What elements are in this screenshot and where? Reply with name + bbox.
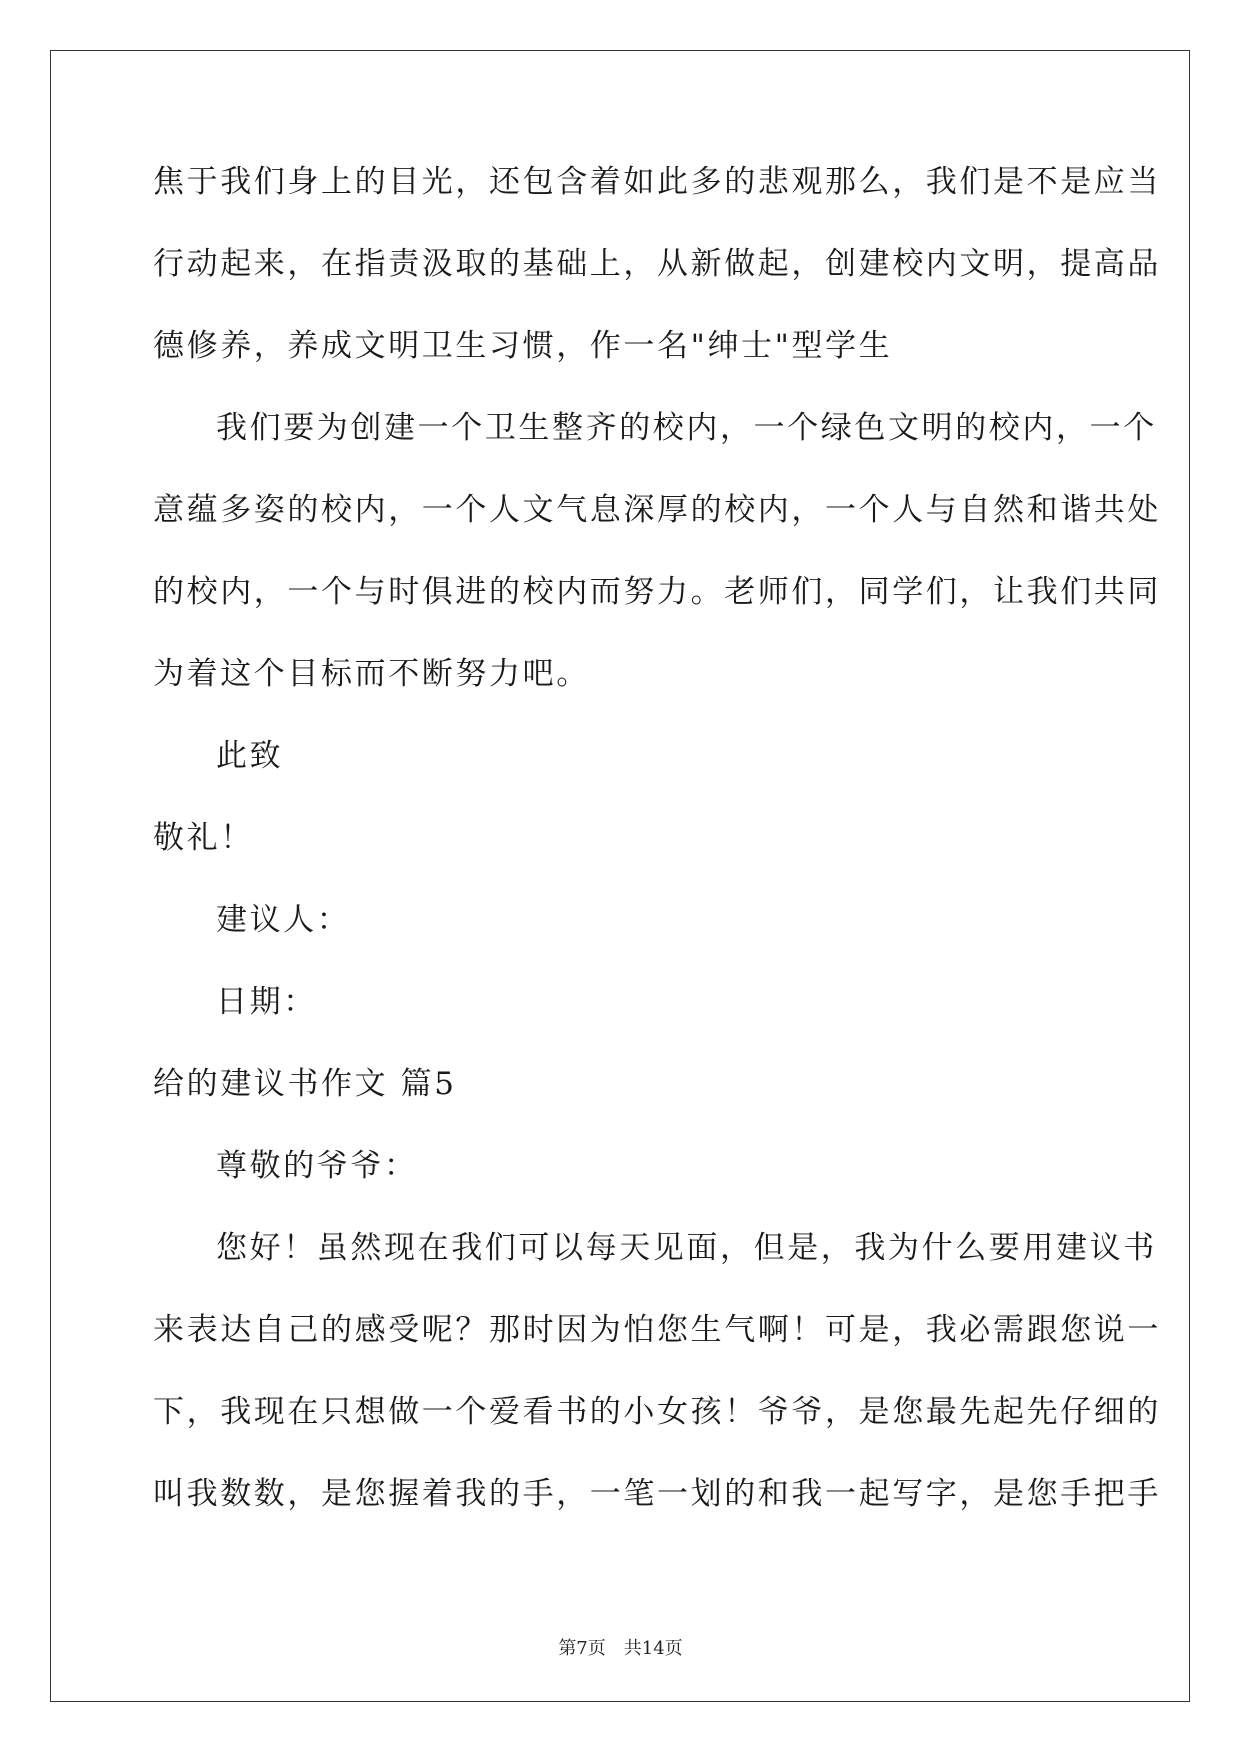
page-number-footer: 第7页 共14页	[558, 1638, 683, 1659]
text-line: 为着这个目标而不断努力吧。	[153, 656, 590, 692]
text-line: 叫我数数，是您握着我的手，一笔一划的和我一起写字，是您手把手	[153, 1476, 1161, 1512]
text-line: 来表达自己的感受呢？那时因为怕您生气啊！可是，我必需跟您说一	[153, 1312, 1161, 1348]
text-line: 下，我现在只想做一个爱看书的小女孩！爷爷，是您最先起先仔细的	[153, 1394, 1161, 1430]
document-body	[153, 162, 1161, 1556]
text-line: 行动起来，在指责汲取的基础上，从新做起，创建校内文明，提高品	[153, 246, 1161, 282]
closing-salutation: 此致	[216, 738, 284, 774]
text-line: 我们要为创建一个卫生整齐的校内，一个绿色文明的校内，一个	[216, 410, 1157, 446]
closing-regards: 敬礼！	[153, 820, 254, 856]
section-heading: 给的建议书作文 篇5	[153, 1066, 457, 1102]
text-line: 德修养，养成文明卫生习惯，作一名"绅士"型学生	[153, 328, 893, 364]
date-label: 日期：	[216, 984, 317, 1020]
text-line: 的校内，一个与时俱进的校内而努力。老师们，同学们，让我们共同	[153, 574, 1161, 610]
text-line: 焦于我们身上的目光，还包含着如此多的悲观那么，我们是不是应当	[153, 164, 1161, 200]
letter-greeting: 尊敬的爷爷：	[216, 1148, 418, 1184]
signature-label: 建议人：	[216, 902, 351, 938]
text-line: 您好！虽然现在我们可以每天见面，但是，我为什么要用建议书	[216, 1230, 1157, 1266]
text-line: 意蕴多姿的校内，一个人文气息深厚的校内，一个人与自然和谐共处	[153, 492, 1161, 528]
